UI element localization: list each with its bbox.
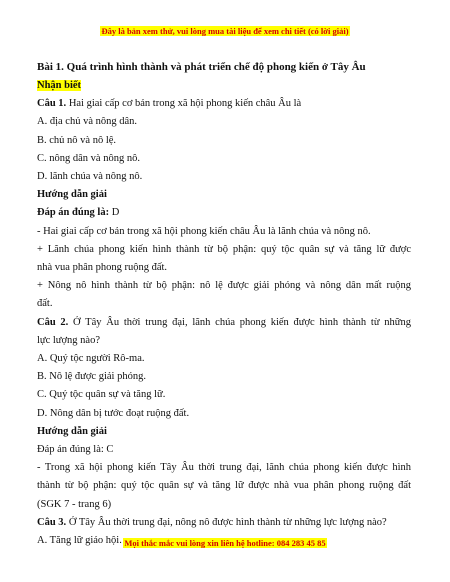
- lesson-title: Bài 1. Quá trình hình thành và phát triển chế độ phong kiến ở Tây Âu: [37, 61, 366, 73]
- q1-option-a: A. địa chủ và nông dân.: [37, 116, 138, 128]
- q1-explanation-line: nhà vua phân phong ruộng đất.: [37, 262, 168, 274]
- q2-option-c: C. Quý tộc quân sự và tăng lữ.: [37, 389, 166, 401]
- q2-option-b: B. Nô lệ được giải phóng.: [37, 371, 146, 383]
- question-2: [37, 314, 411, 332]
- question-3-text: Ở Tây Âu thời trung đại, nông nô được hình thành từ những lực lượng nào?: [66, 516, 387, 528]
- q1-explanation-line: + Lãnh chúa phong kiến hình thành từ bộ phận: quý tộc quân sự và tăng lữ được: [37, 243, 411, 255]
- q1-answer-value: D: [109, 207, 120, 219]
- q2-explanation-line: (SGK 7 - trang 6): [37, 498, 112, 510]
- q2-answer: Đáp án đúng là: C: [37, 444, 114, 456]
- q2-guide-heading: Hướng dẫn giải: [37, 425, 107, 437]
- question-2-text: Ở Tây Âu thời trung đại, lãnh chúa phong kiến được hình thành từ những: [68, 316, 411, 328]
- q1-option-b: B. chủ nô và nô lệ.: [37, 134, 117, 146]
- q2-option-d: D. Nông dân bị tước đoạt ruộng đất.: [37, 407, 190, 419]
- hotline-banner: [0, 538, 450, 548]
- question-3-label: Câu 3.: [37, 516, 67, 528]
- document-body: [37, 53, 411, 550]
- q1-explanation-line: - Hai giai cấp cơ bản trong xã hội phong kiến châu Âu là lãnh chúa và nông nô.: [37, 225, 371, 237]
- q1-answer: [37, 204, 411, 222]
- q1-guide-heading: Hướng dẫn giải: [37, 189, 107, 201]
- question-3: [37, 514, 411, 532]
- preview-banner: [0, 26, 450, 36]
- q1-explanation-line: + Nông nô hình thành từ bộ phận: nô lệ được giải phóng và nông dân mất ruộng: [37, 280, 411, 292]
- q2-option-a: A. Quý tộc người Rô-ma.: [37, 353, 145, 365]
- preview-banner-text: Đây là bản xem thử, vui lòng mua tài liệu để xem chi tiết (có lời giải): [101, 26, 349, 36]
- q2-explanation-line: thành từ bộ phận: quý tộc quân sự và tăng lữ được nhà vua phân phong ruộng đất: [37, 480, 411, 492]
- q3-option-a: A. Tăng lữ giáo hội.: [37, 535, 122, 547]
- hotline-banner-text: Mọi thắc mắc vui lòng xin liên hệ hotline: 084 283 45 85: [124, 538, 326, 548]
- question-1-label: Câu 1.: [37, 98, 67, 110]
- question-2-label: Câu 2.: [37, 316, 69, 328]
- section-label: Nhận biết: [37, 80, 82, 91]
- q1-explanation-line: đất.: [37, 298, 53, 310]
- question-2-text-cont: lực lượng nào?: [37, 334, 100, 346]
- question-1-text: Hai giai cấp cơ bản trong xã hội phong kiến châu Âu là: [66, 98, 302, 110]
- q2-explanation-line: - Trong xã hội phong kiến Tây Âu thời trung đại, lãnh chúa phong kiến được hình: [37, 462, 411, 474]
- q1-option-c: C. nông dân và nông nô.: [37, 152, 140, 164]
- q1-answer-label: Đáp án đúng là:: [37, 207, 110, 219]
- question-1: [37, 95, 411, 113]
- q1-option-d: D. lãnh chúa và nông nô.: [37, 171, 143, 183]
